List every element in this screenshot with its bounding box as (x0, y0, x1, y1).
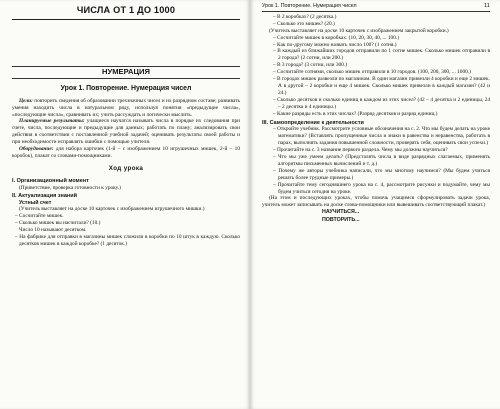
equipment-text: для набора карточек (1-й – с изображением 10 игрушечных мишек, 2-й – 10 коробок), плакат со словами-помощниками. (12, 146, 240, 159)
course-title: Ход урока (108, 164, 144, 172)
results-label: Планируемые результаты: (19, 118, 85, 125)
stage-organizational-text: (Приветствие, проверка готовности к уроку.) (19, 184, 121, 191)
dialog-line: – В 3 города? (3 сотни, или 300.) (273, 62, 347, 69)
dialog-line: – Прочитайте тему сегодняшнего урока на с. 4, рассмотрите рисунки и подумайте, чему мы будем учиться сегодня на уроке. (273, 181, 490, 195)
goals-text: повторить сведения об образовании трехзначных чисел и их разрядном составе; развивать умения находить числа в натуральном ряду, используя понятия «предыдущие числа», «последующие числа», сравнивать их; учить рассуждать и логически мыслить. (12, 97, 240, 118)
dialog-line: – На фабрике для отправки в магазины мишек сложили в коробки по 10 штук в каждую. Сколько десятков мишек в каждой коробке? (1 десяток.) (15, 234, 240, 247)
dialog-line: – Сосчитайте сотнями, сколько мишек отправили в 10 городов. (100, 200, 300, ... 1000.) (273, 69, 471, 76)
results-paragraph (12, 118, 240, 146)
stage-organizational: I. Организационный момент (12, 177, 89, 184)
text-line: (На этом и последующих уроках, чтобы помочь учащимся сформулировать задачи урока, учитель может записывать на доске слова-помощники или вывешивать соответствующий плакат.) (262, 195, 490, 209)
dialog-line: – Как по-другому можно назвать число 100? (1 сотня.) (273, 41, 397, 48)
dialog-line: – Сколько мишек вы насчитали? (10.) (15, 220, 101, 227)
left-page-content (0, 0, 250, 248)
dialog-line: – Почему же авторы учебника написали, что мы многому научимся? (Мы будем учиться решать более трудные примеры.) (273, 167, 490, 181)
helper-word: НАУЧИТЬСЯ... (322, 209, 360, 216)
dialog-line: – Сосчитайте мишек в коробках. (10, 20, 30, 40, ... 100.) (273, 34, 399, 41)
oral-counting-heading: Устный счет (19, 199, 52, 206)
dialog-line: – Прочитайте на с. 3 название первого раздела. Чему мы должны научиться? (273, 147, 448, 154)
blank-space (12, 20, 240, 66)
results-text: учащиеся научатся называть числа в порядке их следования при счете, числа, последующие и предыдущие для данных; работать по плану; анализировать свои действия в соответствии с поставленной учебной задачей; оценивать результаты своей работы и при необходимости исправлять ошибки с помощью учителя. (12, 118, 240, 146)
running-head-title: Урок 1. Повторение. Нумерация чисел (262, 3, 357, 9)
helper-word: ПОВТОРИТЬ... (322, 216, 360, 223)
right-page-content (250, 0, 500, 224)
page-number: 11 (483, 3, 490, 9)
dialog-line: – Какие разряды есть в этих числах? (Разряд десятков и разряд единиц.) (273, 110, 438, 117)
goals-paragraph (12, 98, 240, 119)
dialog-line: – В 2 коробках? (2 десятка.) (273, 13, 337, 20)
dialog-line: – Сколько десятков и сколько единиц в каждом из этих чисел? (42 – 4 десятка и 2 единицы, 24 – 2 десятка и 4 единицы.) (273, 96, 490, 110)
running-head (262, 3, 490, 12)
text-line: Число 10 называют десятком. (19, 227, 87, 234)
right-page (250, 0, 500, 409)
dialog-line: – Сосчитайте мишек. (15, 213, 64, 220)
lesson-title: Урок 1. Повторение. Нумерация чисел (60, 84, 192, 92)
dialog-line: – В каждый из ближайших городов отправили по 1 сотне мишек. Сколько мишек отправили в 2 города? (2 сотни, или 200.) (273, 48, 490, 62)
oral-counting-text: (Учитель выставляет на доске 10 карточек с изображением игрушечного мишки.) (19, 206, 205, 213)
stage-actualization: II. Актуализация знаний (12, 192, 78, 199)
helper-words (262, 209, 490, 224)
dialog-line: – Что мы уже умеем делать? (Предсталять числа в виде разрядных слагаемых, применять алгоритмы письменных вычислений и т. д.) (273, 154, 490, 167)
dialog-line: – Сколько это мишек? (20.) (273, 20, 335, 27)
goals-label: Цели: (19, 97, 33, 104)
stage-self-determination: III. Самоопределение к деятельности (262, 119, 364, 126)
chapter-title: ЧИСЛА ОТ 1 ДО 1000 (12, 6, 240, 20)
dialog-line: – В городах мишек развезли по магазинам. В один магазин привезли 4 коробки и еще 2 мишек. А в другой – 2 коробки и еще 4 мишек. Сколько мишек привезли в каждый магазин? (42 и 24.) (273, 76, 490, 96)
equipment-label: Оборудование: (19, 146, 54, 153)
section-title: НУМЕРАЦИЯ (12, 66, 240, 79)
equipment-paragraph (12, 146, 240, 160)
text-line: (Учитель выставляет на доске 10 карточек с изображением закрытой коробки.) (269, 27, 449, 34)
dialog-line: – Откройте учебник. Рассмотрите условные обозначения на с. 2. Что мы будем делать на уроке математики? (Вставлять пропущенные числа и знаки в равенства и неравенства, работать в парах, выполнять задания повышенной сложности, проверять себя, оценивать свои успехи.) (273, 126, 490, 147)
